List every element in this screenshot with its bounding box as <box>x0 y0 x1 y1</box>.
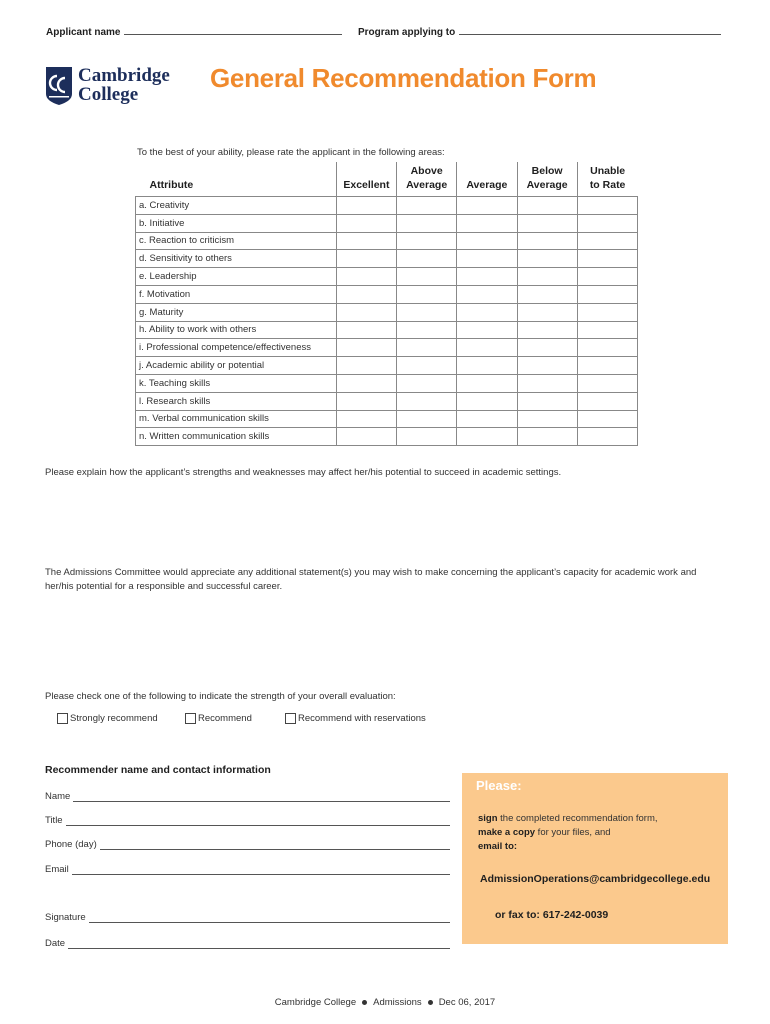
program-applying-label: Program applying to <box>358 27 456 38</box>
crest-icon <box>45 66 73 106</box>
bullet-icon <box>428 1000 433 1005</box>
instruction-email-to <box>478 840 658 854</box>
attribute-label: m. Verbal communication skills <box>136 410 337 428</box>
instructions-box <box>462 773 728 944</box>
ratings-header-row <box>136 162 638 197</box>
recommender-phone-field[interactable] <box>45 839 450 850</box>
rating-cell[interactable] <box>336 303 396 321</box>
rating-column-header <box>517 162 577 197</box>
rating-cell[interactable] <box>397 410 457 428</box>
column-header-line1: Above <box>410 165 443 177</box>
name-line[interactable] <box>73 792 450 802</box>
rating-cell[interactable] <box>517 410 577 428</box>
rating-cell[interactable] <box>397 250 457 268</box>
rating-cell[interactable] <box>336 321 396 339</box>
table-row <box>136 303 638 321</box>
email-label: Email <box>45 864 69 875</box>
option-recommend-with-reservations[interactable] <box>285 713 426 724</box>
rating-cell[interactable] <box>336 357 396 375</box>
rating-cell[interactable] <box>517 232 577 250</box>
rating-cell[interactable] <box>457 374 517 392</box>
recommend-checkbox[interactable] <box>185 713 196 724</box>
table-row <box>136 197 638 215</box>
attribute-label: e. Leadership <box>136 268 337 286</box>
applicant-name-field[interactable] <box>46 26 342 38</box>
page-title: General Recommendation Form <box>210 63 597 93</box>
email-to-label: email to: <box>478 841 518 852</box>
rating-cell[interactable] <box>577 268 637 286</box>
title-line[interactable] <box>66 816 450 826</box>
ratings-table <box>135 162 638 446</box>
column-header-line2: Average <box>466 179 508 191</box>
strengths-prompt: Please explain how the applicant’s strengths and weaknesses may affect her/his potential to succeed in academic settings. <box>45 467 562 478</box>
admissions-email-link[interactable]: AdmissionOperations@cambridgecollege.edu <box>480 873 711 885</box>
instructions-heading: Please: <box>476 778 522 793</box>
rating-cell[interactable] <box>517 303 577 321</box>
rating-cell[interactable] <box>336 250 396 268</box>
rating-cell[interactable] <box>517 250 577 268</box>
rating-cell[interactable] <box>457 232 517 250</box>
ratings-intro: To the best of your ability, please rate the applicant in the following areas: <box>137 147 445 158</box>
additional-statement-prompt: The Admissions Committee would appreciate any additional statement(s) you may wish to make concerning the applicant’s capacity for academic work and her/his potential for a responsible and successful career. <box>45 567 697 592</box>
column-header-line2: Excellent <box>343 179 390 191</box>
logo-line-2: College <box>78 84 139 105</box>
table-row <box>136 392 638 410</box>
rating-cell[interactable] <box>577 374 637 392</box>
sign-rest: the completed recommendation form, <box>497 813 658 824</box>
attribute-label: h. Ability to work with others <box>136 321 337 339</box>
table-row <box>136 374 638 392</box>
rating-cell[interactable] <box>457 392 517 410</box>
rating-cell[interactable] <box>517 197 577 215</box>
rating-cell[interactable] <box>457 303 517 321</box>
rating-cell[interactable] <box>577 232 637 250</box>
signature-label: Signature <box>45 912 86 923</box>
instruction-copy <box>478 826 658 840</box>
date-label: Date <box>45 938 66 949</box>
copy-bold: make a copy <box>478 827 536 838</box>
footer-date: Dec 06, 2017 <box>438 997 496 1008</box>
rating-cell[interactable] <box>336 285 396 303</box>
rating-cell[interactable] <box>517 428 577 446</box>
rating-cell[interactable] <box>397 428 457 446</box>
column-header-line2: to Rate <box>589 179 626 191</box>
recommender-signature-field[interactable] <box>45 912 450 923</box>
rating-cell[interactable] <box>577 357 637 375</box>
rating-cell[interactable] <box>577 214 637 232</box>
rating-cell[interactable] <box>457 410 517 428</box>
sign-bold: sign <box>478 813 498 824</box>
logo-wordmark <box>78 66 170 104</box>
phone-label: Phone (day) <box>45 839 97 850</box>
attribute-label: b. Initiative <box>136 214 337 232</box>
rating-column-header <box>577 162 637 197</box>
rating-cell[interactable] <box>397 197 457 215</box>
rating-cell[interactable] <box>397 232 457 250</box>
email-line[interactable] <box>72 865 450 875</box>
signature-line[interactable] <box>89 913 450 923</box>
column-header-line1: Below <box>531 165 563 177</box>
instruction-sign <box>478 812 658 826</box>
rating-cell[interactable] <box>336 232 396 250</box>
recommend-with-reservations-checkbox[interactable] <box>285 713 296 724</box>
rating-cell[interactable] <box>457 268 517 286</box>
attribute-label: c. Reaction to criticism <box>136 232 337 250</box>
table-row <box>136 214 638 232</box>
recommend-with-reservations-label: Recommend with reservations <box>298 713 426 724</box>
recommender-email-field[interactable] <box>45 864 450 875</box>
option-strongly-recommend[interactable] <box>57 713 158 724</box>
page-footer <box>0 997 770 1008</box>
strongly-recommend-checkbox[interactable] <box>57 713 68 724</box>
recommender-name-field[interactable] <box>45 791 450 802</box>
rating-cell[interactable] <box>397 392 457 410</box>
rating-cell[interactable] <box>457 339 517 357</box>
rating-cell[interactable] <box>336 339 396 357</box>
rating-cell[interactable] <box>517 268 577 286</box>
rating-cell[interactable] <box>336 374 396 392</box>
rating-cell[interactable] <box>397 374 457 392</box>
rating-column-header <box>336 162 396 197</box>
instructions-steps <box>478 812 658 854</box>
date-line[interactable] <box>68 939 450 949</box>
rating-cell[interactable] <box>457 321 517 339</box>
applicant-name-label: Applicant name <box>46 27 121 38</box>
phone-line[interactable] <box>100 840 450 850</box>
attribute-label: n. Written communication skills <box>136 428 337 446</box>
recommend-label: Recommend <box>198 713 252 724</box>
rating-cell[interactable] <box>336 197 396 215</box>
rating-cell[interactable] <box>517 392 577 410</box>
rating-cell[interactable] <box>517 357 577 375</box>
rating-cell[interactable] <box>577 392 637 410</box>
table-row <box>136 321 638 339</box>
footer-org: Cambridge College <box>274 997 357 1008</box>
column-header-line1: Unable <box>590 165 626 177</box>
logo-line-1: Cambridge <box>78 65 170 86</box>
rating-cell[interactable] <box>397 268 457 286</box>
rating-cell[interactable] <box>577 250 637 268</box>
rating-cell[interactable] <box>457 214 517 232</box>
rating-cell[interactable] <box>457 250 517 268</box>
rating-cell[interactable] <box>336 410 396 428</box>
rating-cell[interactable] <box>397 214 457 232</box>
recommender-date-field[interactable] <box>45 938 450 949</box>
rating-cell[interactable] <box>517 339 577 357</box>
column-header-line2: Average <box>526 179 568 191</box>
rating-cell[interactable] <box>577 197 637 215</box>
overall-evaluation-prompt: Please check one of the following to indicate the strength of your overall evaluation: <box>45 691 396 702</box>
rating-cell[interactable] <box>457 428 517 446</box>
attribute-label: f. Motivation <box>136 285 337 303</box>
table-row <box>136 339 638 357</box>
rating-cell[interactable] <box>457 197 517 215</box>
rating-cell[interactable] <box>517 214 577 232</box>
rating-cell[interactable] <box>577 321 637 339</box>
program-applying-field[interactable] <box>358 26 721 38</box>
rating-cell[interactable] <box>336 428 396 446</box>
rating-cell[interactable] <box>577 339 637 357</box>
rating-column-header <box>457 162 517 197</box>
rating-cell[interactable] <box>397 357 457 375</box>
rating-cell[interactable] <box>457 357 517 375</box>
strongly-recommend-label: Strongly recommend <box>70 713 158 724</box>
rating-cell[interactable] <box>336 268 396 286</box>
table-row <box>136 250 638 268</box>
ratings-body <box>136 197 638 446</box>
table-row <box>136 428 638 446</box>
rating-cell[interactable] <box>577 303 637 321</box>
rating-cell[interactable] <box>577 410 637 428</box>
recommender-title-field[interactable] <box>45 815 450 826</box>
title-label: Title <box>45 815 63 826</box>
table-row <box>136 285 638 303</box>
table-row <box>136 357 638 375</box>
rating-cell[interactable] <box>397 321 457 339</box>
rating-cell[interactable] <box>397 303 457 321</box>
attribute-label: g. Maturity <box>136 303 337 321</box>
copy-rest: for your files, and <box>535 827 611 838</box>
footer-dept: Admissions <box>373 997 422 1008</box>
recommender-heading: Recommender name and contact information <box>45 764 271 776</box>
table-row <box>136 410 638 428</box>
name-label: Name <box>45 791 71 802</box>
fax-number: or fax to: 617-242-0039 <box>495 909 609 921</box>
table-row <box>136 268 638 286</box>
attribute-header: Attribute <box>149 179 194 191</box>
rating-cell[interactable] <box>577 428 637 446</box>
attribute-label: a. Creativity <box>136 197 337 215</box>
rating-cell[interactable] <box>577 285 637 303</box>
attribute-label: i. Professional competence/effectiveness <box>136 339 337 357</box>
attribute-label: j. Academic ability or potential <box>136 357 337 375</box>
rating-cell[interactable] <box>457 285 517 303</box>
rating-cell[interactable] <box>336 392 396 410</box>
rating-cell[interactable] <box>517 285 577 303</box>
cambridge-college-logo <box>45 66 185 110</box>
table-row <box>136 232 638 250</box>
attribute-label: l. Research skills <box>136 392 337 410</box>
rating-cell[interactable] <box>397 339 457 357</box>
attribute-label: d. Sensitivity to others <box>136 250 337 268</box>
applicant-name-line[interactable] <box>124 26 342 35</box>
attribute-label: k. Teaching skills <box>136 374 337 392</box>
rating-cell[interactable] <box>517 374 577 392</box>
option-recommend[interactable] <box>185 713 252 724</box>
program-applying-line[interactable] <box>459 26 721 35</box>
rating-column-header <box>397 162 457 197</box>
column-header-line2: Average <box>406 179 448 191</box>
rating-cell[interactable] <box>397 285 457 303</box>
rating-cell[interactable] <box>517 321 577 339</box>
bullet-icon <box>362 1000 367 1005</box>
rating-cell[interactable] <box>336 214 396 232</box>
